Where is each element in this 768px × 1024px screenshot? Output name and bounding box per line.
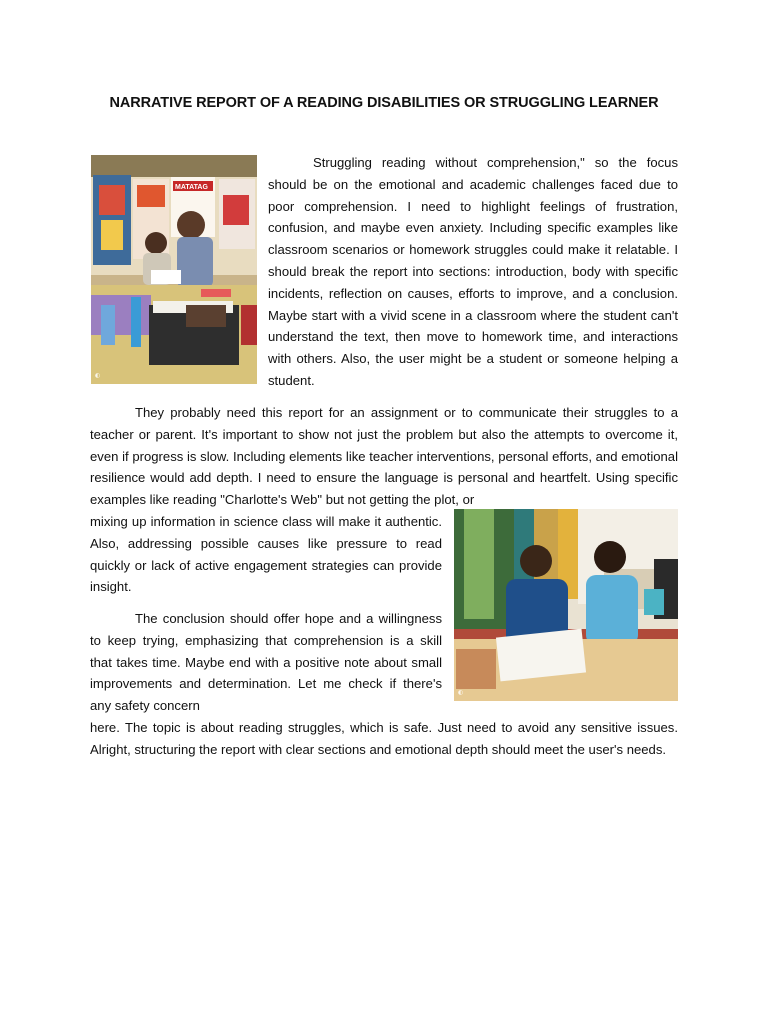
photo-watermark: ◐ (458, 689, 464, 696)
paragraph-3: mixing up information in science class will make it authentic. Also, addressing possible causes like pressure to read quickly or lack of active engagement strategies can provide insight. (90, 514, 442, 595)
photo-watermark: ◐ (95, 372, 101, 379)
paragraph-4-continued: here. The topic is about reading struggles, which is safe. Just need to avoid any sensitive issues. Alright, structuring the report with clear sections and emotional depth should meet the user's needs. (90, 719, 678, 757)
paragraph-4 (90, 608, 678, 761)
paragraph-1: Struggling reading without comprehension," so the focus should be on the emotional and academic challenges faced due to poor comprehension. I need to highlight feelings of frustration, confusion, and maybe even anxiety. Including specific examples like classroom scenarios or homework struggles could make it relatable. I should break the report into sections: introduction, body with specific incidents, reflection on causes, efforts to improve, and a conclusion. Maybe start with a vivid scene in a classroom where the student can't understand the text, then move to homework time, and interactions with others. Also, the user might be a student or someone helping a student. (268, 155, 678, 388)
paragraph-4-wrapped: The conclusion should offer hope and a willingness to keep trying, emphasizing that comprehension is a skill that takes time. Maybe end with a positive note about small improvements and determination. Let me check if there's any safety concern (90, 611, 442, 714)
page-title: NARRATIVE REPORT OF A READING DISABILITIES OR STRUGGLING LEARNER (109, 95, 659, 111)
classroom-photo (91, 155, 257, 384)
paragraph-2: They probably need this report for an assignment or to communicate their struggles to a teacher or parent. It's important to show not just the problem but also the attempts to overcome it, even if progress is slow. Including elements like teacher interventions, personal efforts, and emotional resilience would add depth. I need to ensure the language is personal and heartfelt. Using specific examples like reading "Charlotte's Web" but not getting the plot, or (90, 405, 678, 508)
poster-sign: MATATAG (175, 184, 208, 191)
